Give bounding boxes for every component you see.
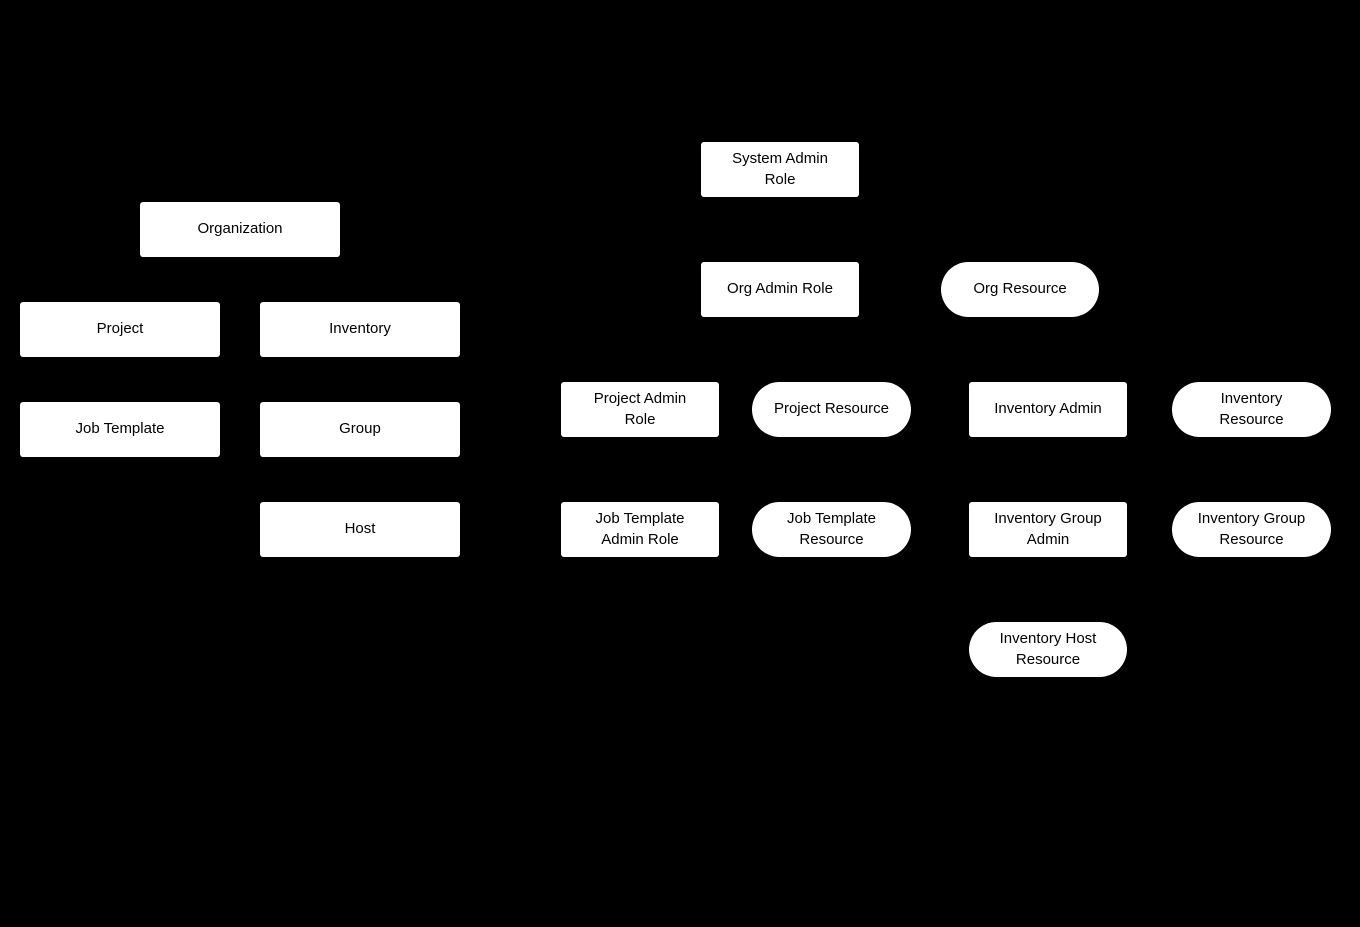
node-job-template[interactable]: Job Template — [20, 402, 220, 457]
node-job-template-admin-role[interactable]: Job Template Admin Role — [561, 502, 719, 557]
node-system-admin-role[interactable]: System Admin Role — [701, 142, 859, 197]
node-org-resource[interactable]: Org Resource — [941, 262, 1099, 317]
node-org-admin-role[interactable]: Org Admin Role — [701, 262, 859, 317]
node-job-template-resource[interactable]: Job Template Resource — [752, 502, 911, 557]
node-inventory-group-admin[interactable]: Inventory Group Admin — [969, 502, 1127, 557]
node-project[interactable]: Project — [20, 302, 220, 357]
node-host[interactable]: Host — [260, 502, 460, 557]
node-organization[interactable]: Organization — [140, 202, 340, 257]
node-project-resource[interactable]: Project Resource — [752, 382, 911, 437]
node-inventory-host-resource[interactable]: Inventory Host Resource — [969, 622, 1127, 677]
node-inventory[interactable]: Inventory — [260, 302, 460, 357]
node-inventory-admin[interactable]: Inventory Admin — [969, 382, 1127, 437]
node-inventory-resource[interactable]: Inventory Resource — [1172, 382, 1331, 437]
node-inventory-group-resource[interactable]: Inventory Group Resource — [1172, 502, 1331, 557]
node-group[interactable]: Group — [260, 402, 460, 457]
node-project-admin-role[interactable]: Project Admin Role — [561, 382, 719, 437]
